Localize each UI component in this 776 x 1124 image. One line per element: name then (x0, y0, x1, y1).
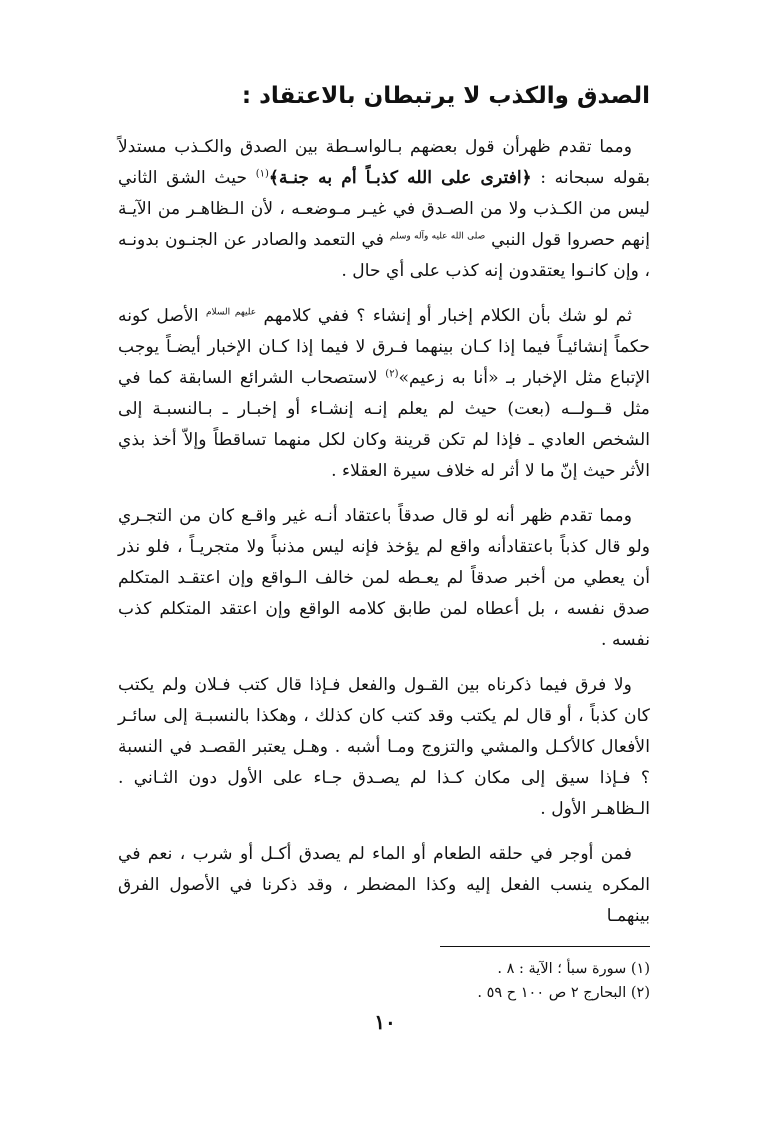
paragraph-2-text-b: الأصل كونه حكماً إنشائيـاً فيما إذا كـان بينهما فـرق لا فيما إذا كـان الإخبار أيضـاً يوجب الإتباع مثل الإخبار بـ «أنا به زعيم» (118, 306, 650, 388)
page-number: ١٠ (374, 1010, 396, 1034)
paragraph-1-text-b: حيث الشق الثاني ليس من الكـذب ولا من الصـدق في غيـر مـوضعـه ، لأن الـظاهـر من الآيـة إنهم حصروا قول النبي (118, 168, 650, 250)
section-heading: الصدق والكذب لا يرتبطان بالاعتقاد : (241, 83, 650, 109)
quran-quote: ﴿افترى على الله كذبـاً أم به جنـة﴾ (268, 168, 532, 188)
page-body (118, 78, 650, 946)
paragraph-1-text-a: ومما تقدم ظهرأن قول بعضهم بـالواسـطة بين الصدق والكـذب مستدلاً بقوله سبحانه : (118, 137, 650, 188)
paragraph-1 (118, 132, 650, 287)
paragraph-2-text-c: لاستصحاب الشرائع السابقة كما في مثل قــولــه (بعت) حيث لم يعلم إنـه إنشـاء أو إخبـار ـ بـالنسبـة إلى الشخص العادي ـ فإذا لم تكن قرينة وكان لكل منهما تساقطاً وإلاّ أخذ بذي الأثر حيث إنّ ما لا أثر له خلاف سيرة العقلاء . (118, 368, 650, 481)
paragraph-5: فمن أوجر في حلقه الطعام أو الماء لم يصدق أكـل أو شرب ، نعم في المكره ينسب الفعل إليه وكذا المضطر ، وقد ذكرنا في الأصول الفرق بينهمـا (118, 844, 650, 926)
paragraph-4: ولا فرق فيما ذكرناه بين القـول والفعل فـإذا قال كتب فـلان ولم يكتب كان كذباً ، أو قال لم يكتب وقد كتب كان كذلك ، وهكذا بالنسبـة إلى سائـر الأفعال كالأكـل والمشي والتزوج ومـا أشبه . وهـل يعتبر القصـد في النسبة ؟ فـإذا سيق إلى مكان كـذا لم يصـدق جـاء على الأول دون الثـاني . الـظاهـر الأول . (118, 675, 650, 819)
footnotes (350, 957, 650, 1005)
footnote-2: (٢) البحارج ٢ ص ١٠٠ ح ٥٩ . (477, 985, 650, 1001)
footnote-ref-1[interactable]: (١) (255, 168, 269, 180)
paragraph-1-text-c: في التعمد والصادر عن الجنـون بدونـه ، وإن كانـوا يعتقدون إنه كذب على أي حال . (118, 230, 650, 281)
paragraph-2-text-a: ثم لو شك بأن الكلام إخبار أو إنشاء ؟ ففي كلامهم (256, 306, 632, 326)
footnote-divider (440, 946, 650, 947)
footnote-1: (١) سورة سبأ ؛ الآية : ٨ . (497, 961, 650, 977)
paragraph-3: ومما تقدم ظهر أنه لو قال صدقاً باعتقاد أنـه غير واقـع كان من التجـري ولو قال كذباً باعتقادأنه واقع لم يؤخذ فإنه ليس مذنباً ولا متجريـاً ، فلو نذر أن يعطي من أخبر صدقاً لم يعـطه لمن خالف الـواقع وإن اعتقـد المتكلم صدق نفسه ، بل أعطاه لمن طابق كلامه الواقع وإن اعتقد المتكلم كذب نفسه . (118, 506, 650, 650)
paragraph-2 (118, 301, 650, 487)
honorific-mark: صلى الله عليه وآله وسلم (389, 231, 486, 242)
footnote-ref-2[interactable]: (٢) (385, 368, 399, 380)
honorific-mark: عليهم السلام (205, 307, 257, 318)
